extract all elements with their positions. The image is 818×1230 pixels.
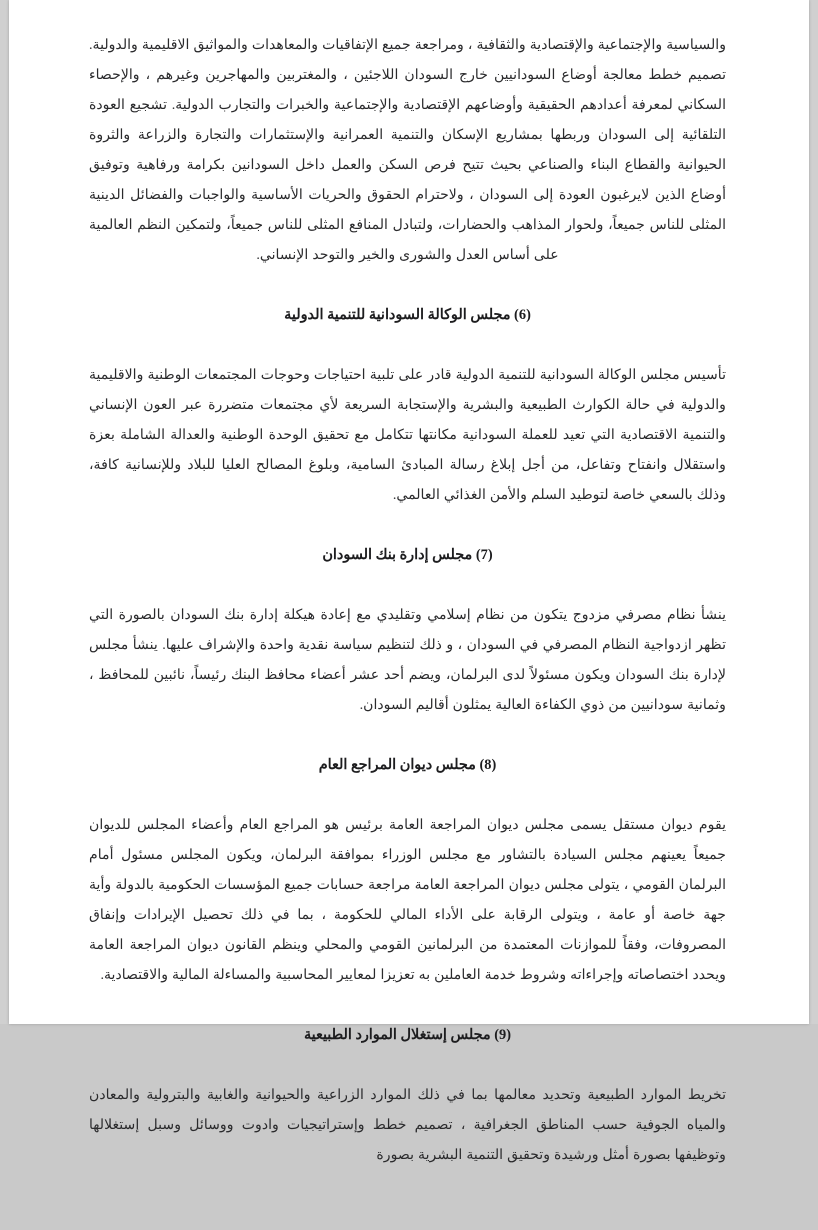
paragraph-spacer [89, 990, 726, 1020]
heading-spacer [89, 1050, 726, 1080]
paragraph-spacer [89, 270, 726, 300]
section-heading-8: (8) مجلس ديوان المراجع العام [318, 757, 497, 773]
section-heading-9: (9) مجلس إستغلال الموارد الطبيعية [303, 1027, 512, 1043]
section-body-6: تأسيس مجلس الوكالة السودانية للتنمية الدولية قادر على تلبية احتياجات وحوجات المجتمعات الوطنية والاقليمية والدولية في حالة الكوارث الطبيعية والبشرية والإستجابة السريعة لأي مجتمعات متضررة عبر العون الإنساني والتنمية الاقتصادية التي تعيد للعملة السودانية مكانتها تتكامل مع تحقيق الوحدة الوطنية والعدالة الشاملة بعزة واستقلال وانفتاح وتفاعل، من أجل إبلاغ رسالة المبادئ السامية، وبلوغ المصالح العليا للبلاد وللإنسانية كافة، وذلك بالسعي خاصة لتوطيد السلم والأمن الغذائي العالمي. [89, 367, 726, 503]
paragraph-continuation: والسياسية والإجتماعية والإقتصادية والثقافية ، ومراجعة جميع الإتفاقيات والمعاهدات والمواثيق الاقليمية والدولية. تصميم خطط معالجة أوضاع السودانيين خارج السودان اللاجئين ، والمغتربين والمهاجرين وغيرهم ، والإحصاء السكاني لمعرفة أعدادهم الحقيقية وأوضاعهم الإقتصادية والإجتماعية والخبرات والتجارب الدولية. تشجيع العودة التلقائية إلى السودان وربطها بمشاريع الإسكان والتنمية العمرانية والإستثمارات والتجارة والزراعة والثروة الحيوانية والقطاع البناء والصناعي بحيث تتيح فرص السكن والعمل داخل السودانين بكرامة ورفاهية وتوفيق أوضاع الذين لايرغبون العودة إلى السودان ، ولاحترام الحقوق والحريات الأساسية والواجبات والفضائل الدينية المثلى للناس جميعاً، ولحوار المذاهب والحضارات، ولتبادل المنافع المثلى للناس جميعاً، ولتمكين النظم العالمية على أساس العدل والشورى والخير والتوحد الإنساني. [89, 37, 726, 263]
document-text-column [89, 30, 726, 1230]
section-heading-6: (6) مجلس الوكالة السودانية للتنمية الدولية [284, 307, 531, 323]
section-body-8: يقوم ديوان مستقل يسمى مجلس ديوان المراجعة العامة برئيس هو المراجع العام وأعضاء المجلس للديوان جميعاً يعينهم مجلس السيادة بالتشاور مع مجلس الوزراء بموافقة البرلمان، ويكون المجلس مسئول أمام البرلمان القومي ، يتولى مجلس ديوان المراجعة العامة مراجعة حسابات جميع المؤسسات الحكومية بالدولة وأية جهة خاصة أو عامة ، ويتولى الرقابة على الأداء المالي للحكومة ، بما في ذلك تحصيل الإيرادات وإنفاق المصروفات، وفقاً للموازنات المعتمدة من البرلمانين القومي والمحلي وينظم القانون ديوان المراجعة العامة ويحدد اختصاصاته وإجراءاته وشروط خدمة العاملين به تعزيزا لمعايير المحاسبية والمساءلة المالية والاقتصادية. [89, 817, 726, 983]
section-body-9: تخريط الموارد الطبيعية وتحديد معالمها بما في ذلك الموارد الزراعية والحيوانية والغابية والبترولية والمعادن والمياه الجوفية حسب المناطق الجغرافية ، تصميم خطط وإستراتيجيات وادوت ووسائل وسبل إستغلالها وتوظيفها بصورة أمثل ورشيدة وتحقيق التنمية البشرية بصورة [89, 1087, 726, 1163]
paragraph-spacer [89, 510, 726, 540]
page-bottom-whitespace [89, 1170, 726, 1230]
paragraph-spacer [89, 720, 726, 750]
section-heading-7: (7) مجلس إدارة بنك السودان [322, 547, 493, 563]
heading-spacer [89, 330, 726, 360]
document-page [9, 0, 809, 1163]
section-body-7: ينشأ نظام مصرفي مزدوج يتكون من نظام إسلامي وتقليدي مع إعادة هيكلة إدارة بنك السودان بالصورة التي تظهر ازدواجية النظام المصرفي في السودان ، و ذلك لتنظيم سياسة نقدية واحدة والإشراف عليها. ينشأ مجلس لإدارة بنك السودان ويكون مسئولاً لدى البرلمان، ويضم أحد عشر أعضاء محافظ البنك رئيساً، نائبين للمحافظ ، وثمانية سودانيين من ذوي الكفاءة العالية يمثلون أقاليم السودان. [89, 607, 726, 713]
heading-spacer [89, 570, 726, 600]
heading-spacer [89, 780, 726, 810]
